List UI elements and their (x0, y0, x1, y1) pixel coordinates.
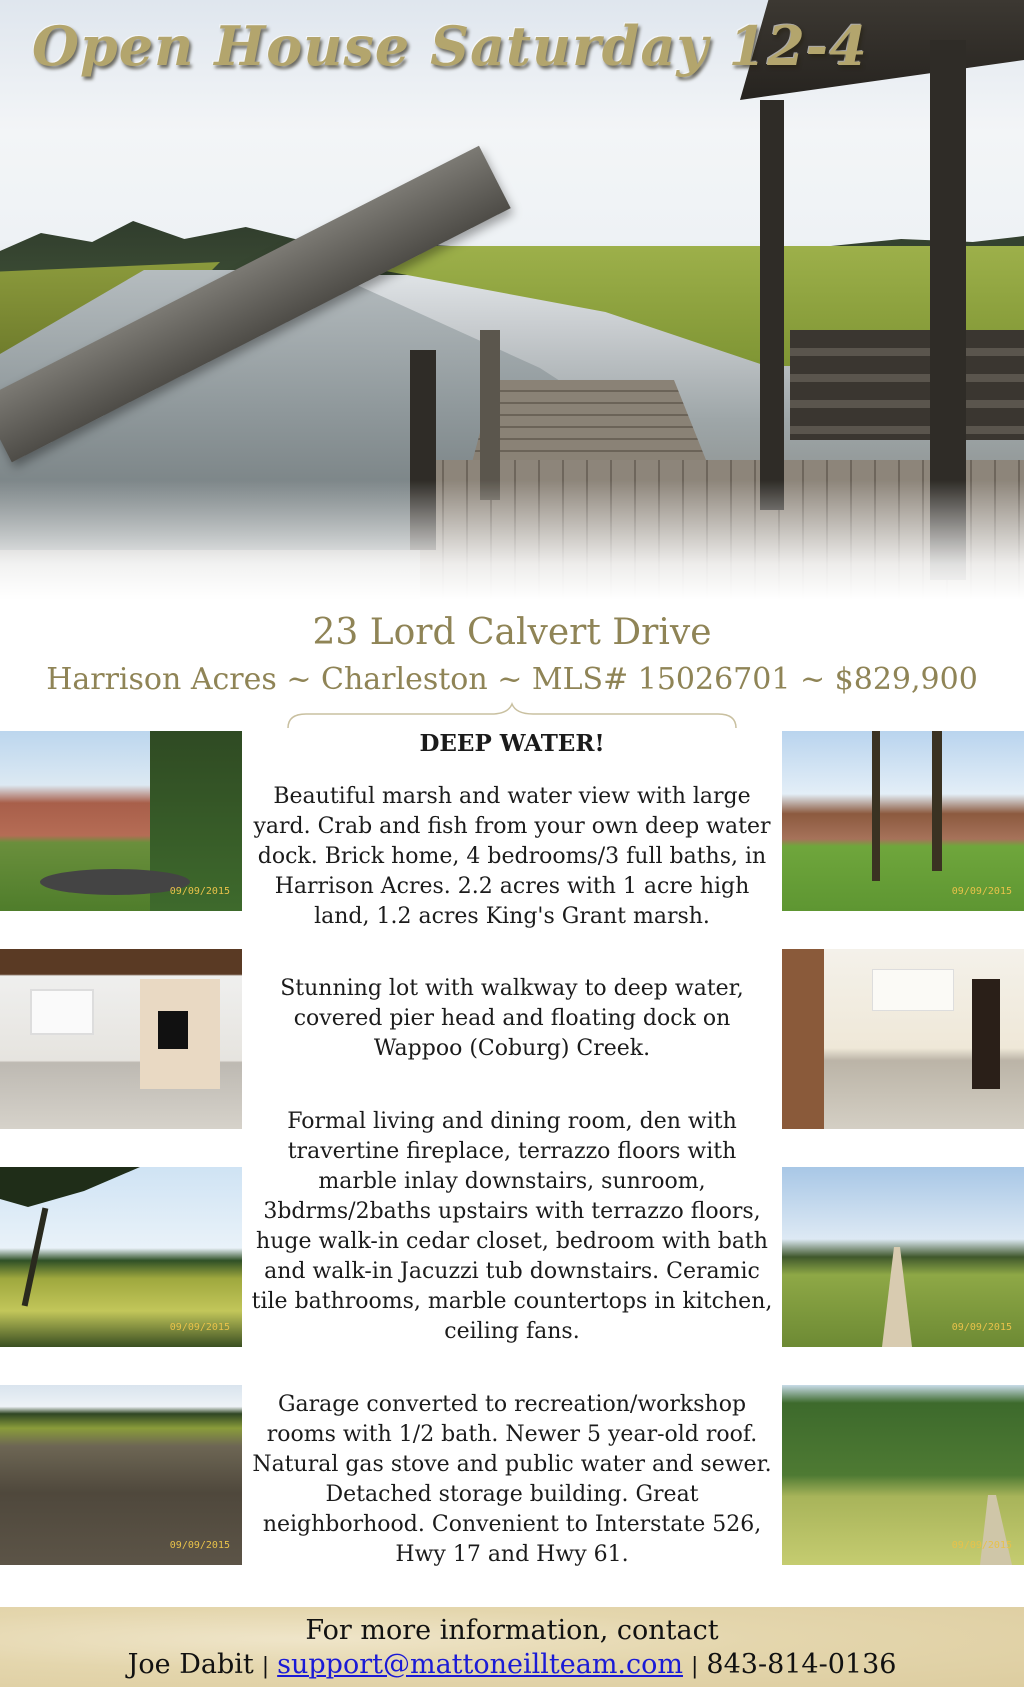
description-heading: DEEP WATER! (419, 730, 605, 757)
separator: | (690, 1654, 699, 1679)
photo-date-stamp: 09/09/2015 (169, 886, 230, 897)
description-paragraph: Stunning lot with walkway to deep water, covered pier head and floating dock on Wappoo (Coburg) Creek. (280, 976, 744, 1061)
property-address: 23 Lord Calvert Drive (312, 612, 712, 653)
agent-name: Joe Dabit (127, 1649, 254, 1680)
photo-creek (0, 1385, 242, 1565)
contact-footer (0, 1607, 1024, 1687)
pier-post (760, 100, 784, 510)
open-house-headline: Open House Saturday 12-4 (32, 14, 868, 78)
email-link[interactable]: support@mattoneillteam.com (277, 1649, 683, 1680)
photo-house-lawn (782, 731, 1024, 911)
photo-date-stamp: 09/09/2015 (951, 886, 1012, 897)
photo-kitchen (782, 949, 1024, 1129)
contact-line (0, 1649, 1024, 1680)
decorative-brace (286, 702, 738, 730)
phone-number: 843-814-0136 (706, 1649, 897, 1680)
description-paragraph: Beautiful marsh and water view with large yard. Crab and fish from your own deep water dock. Brick home, 4 bedrooms/3 full baths, in Harrison Acres. 2.2 acres with 1 acre high land, 1.2 acres King's Grant marsh. (253, 784, 771, 929)
contact-prompt: For more information, contact (305, 1615, 719, 1646)
photo-date-stamp: 09/09/2015 (951, 1540, 1012, 1551)
photo-date-stamp: 09/09/2015 (951, 1322, 1012, 1333)
rail-post (480, 330, 500, 500)
description-paragraph: Formal living and dining room, den with travertine fireplace, terrazzo floors with marble inlay downstairs, sunroom, 3bdrms/2baths upstairs with terrazzo floors, huge walk-in cedar closet, bedroom with bath and walk-in Jacuzzi tub downstairs. Ceramic tile bathrooms, marble countertops in kitchen, ceiling fans. (251, 1109, 773, 1344)
photo-marsh-field (0, 1167, 242, 1347)
listing-subline: Harrison Acres ~ Charleston ~ MLS# 15026701 ~ $829,900 (46, 662, 978, 697)
separator: | (261, 1654, 270, 1679)
photo-date-stamp: 09/09/2015 (169, 1540, 230, 1551)
description-paragraph: Garage converted to recreation/workshop rooms with 1/2 bath. Newer 5 year-old roof. Natural gas stove and public water and sewer. Detached storage building. Great neighborhood. Convenient to Interstate 526, Hwy 17 and Hwy 61. (252, 1392, 772, 1567)
photo-yard-path (782, 1385, 1024, 1565)
dock-bench (790, 330, 1024, 440)
photo-living-room (0, 949, 242, 1129)
photo-date-stamp: 09/09/2015 (169, 1322, 230, 1333)
photo-dock-walkway (782, 1167, 1024, 1347)
photo-brick-house (0, 731, 242, 911)
hero-photo-dock (0, 0, 1024, 600)
hero-fade (0, 480, 1024, 600)
gangway (470, 380, 710, 470)
